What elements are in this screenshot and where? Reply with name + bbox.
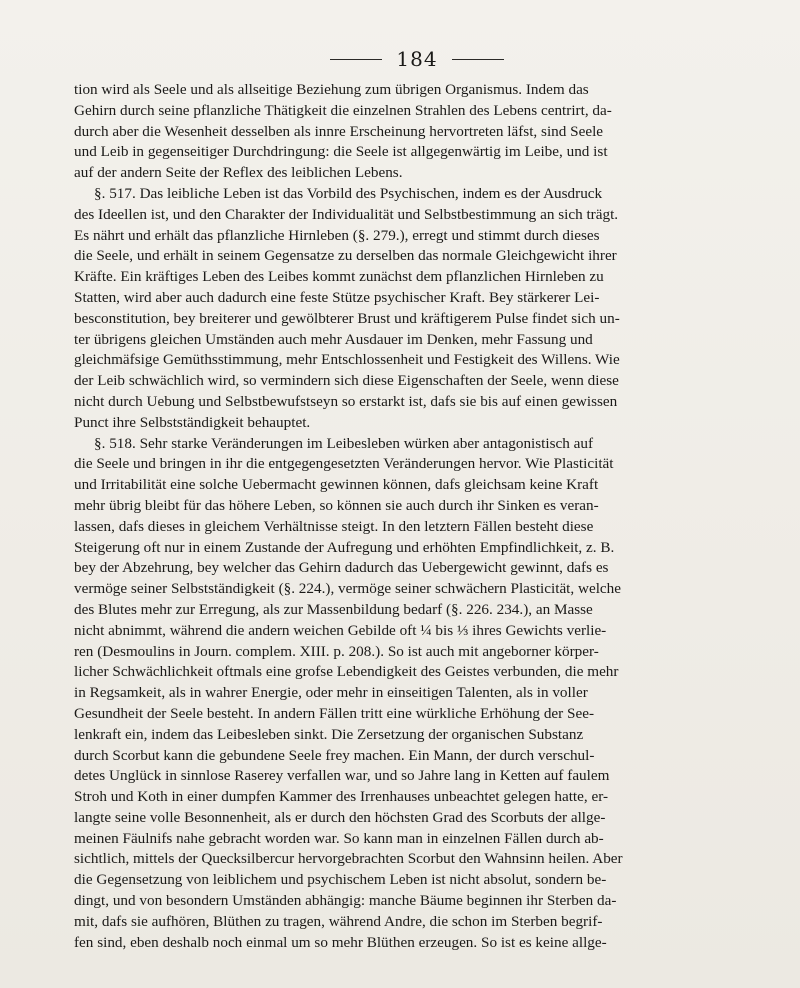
text-line-section-start: §. 517. Das leibliche Leben ist das Vorbild des Psychischen, indem es der Ausdruck [94,184,603,202]
text-line: Gehirn durch seine pflanzliche Thätigkeit die einzelnen Strahlen des Lebens centrirt, da- [74,101,612,119]
header-rule-right [452,59,504,60]
text-line: detes Unglück in sinnlose Raserey verfallen war, und so Jahre lang in Ketten auf faulem [74,767,610,785]
text-line: in Regsamkeit, als in wahrer Energie, oder mehr in einseitigen Talenten, als in voller [74,684,588,702]
text-line-section-start: §. 518. Sehr starke Veränderungen im Leibesleben würken aber antagonistisch auf [94,434,594,452]
text-line: dingt, und von besondern Umständen abhängig: manche Bäume beginnen ihr Sterben da- [74,892,617,910]
text-line: durch aber die Wesenheit desselben als innre Erscheinung hervortreten läfst, sind Seele [74,122,604,140]
text-line: besconstitution, bey breiterer und gewölbterer Brust und kräftigerem Pulse findet sich un- [74,309,620,327]
text-line: gleichmäfsige Gemüthsstimmung, mehr Entschlossenheit und Festigkeit des Willens. Wie [74,351,620,369]
text-line: Steigerung oft nur in einem Zustande der Aufregung und erhöhten Empfindlichkeit, z. B. [74,538,615,556]
text-line: Gesundheit der Seele besteht. In andern Fällen tritt eine würkliche Erhöhung der See- [74,704,595,722]
text-line: meinen Fäulnifs nahe gebracht worden war. So kann man in einzelnen Fällen durch ab- [74,829,604,847]
text-line: mit, dafs sie aufhören, Blüthen zu tragen, während Andre, die schon im Sterben begrif- [74,912,603,930]
text-line: des Blutes mehr zur Erregung, als zur Massenbildung bedarf (§. 226. 234.), an Masse [74,600,593,618]
text-line: lenkraft ein, indem das Leibesleben sinkt. Die Zersetzung der organischen Substanz [74,725,584,743]
text-line: ter übrigens gleichen Umständen auch mehr Ausdauer im Denken, mehr Fassung und [74,330,593,348]
paragraph-continuation [74,80,760,184]
text-line: die Seele, und erhält in seinem Gegensatze zu derselben das normale Gleichgewicht ihrer [74,247,617,265]
text-line: die Gegensetzung von leiblichem und psychischem Leben ist nicht absolut, sondern be- [74,871,607,889]
text-line: die Seele und bringen in ihr die entgegengesetzten Veränderungen hervor. Wie Plasticität [74,455,614,473]
text-line: auf der andern Seite der Reflex des leiblichen Lebens. [74,164,403,182]
text-line: bey der Abzehrung, bey welcher das Gehirn dadurch das Uebergewicht gewinnt, dafs es [74,559,609,577]
text-line: nicht durch Uebung und Selbstbewufstseyn so erstarkt ist, dafs sie bis auf einen gewissen [74,392,618,410]
text-line: langte seine volle Besonnenheit, als er durch den höchsten Grad des Scorbuts der allge- [74,808,606,826]
text-line: der Leib schwächlich wird, so vermindern sich diese Eigenschaften der Seele, wenn diese [74,372,619,390]
page-body [74,80,760,953]
page-header [74,44,760,74]
text-line: tion wird als Seele und als allseitige Beziehung zum übrigen Organismus. Indem das [74,81,589,98]
text-line: Punct ihre Selbstständigkeit behauptet. [74,413,311,431]
paragraph-section-517 [74,184,760,434]
text-line: durch Scorbut kann die gebundene Seele frey machen. Ein Mann, der durch verschul- [74,746,595,764]
text-line: und Leib in gegenseitiger Durchdringung: die Seele ist allgegenwärtig im Leibe, und ist [74,143,608,161]
text-line: mehr übrig bleibt für das höhere Leben, so können sie auch durch ihr Sinken es veran- [74,496,599,514]
text-line: Kräfte. Ein kräftiges Leben des Leibes kommt zunächst dem pflanzlichen Hirnleben zu [74,268,604,286]
text-line: lassen, dafs dieses in gleichem Verhältnisse steigt. In den letztern Fällen besteht diese [74,517,594,535]
text-line: fen sind, eben deshalb noch einmal um so mehr Blüthen erzeugen. So ist es keine allge- [74,933,607,951]
header-rule-left [330,59,382,60]
text-line: und Irritabilität eine solche Uebermacht gewinnen können, dafs gleichsam keine Kraft [74,476,599,494]
paragraph-section-518 [74,434,760,954]
text-line: sichtlich, mittels der Quecksilbercur hervorgebrachten Scorbut den Wahnsinn heilen. Aber [74,850,623,868]
text-line: Es nährt und erhält das pflanzliche Hirnleben (§. 279.), erregt und stimmt durch dieses [74,226,600,244]
text-line: vermöge seiner Selbstständigkeit (§. 224.), vermöge seiner schwächern Plasticität, welche [74,580,622,598]
text-line: des Ideellen ist, und den Charakter der Individualität und Selbstbestimmung an sich trägt. [74,205,619,223]
text-line: ren (Desmoulins in Journ. complem. XIII. p. 208.). So ist auch mit angeborner körper- [74,642,599,660]
text-line: Stroh und Koth in einer dumpfen Kammer des Irrenhauses unbeachtet gelegen hatte, er- [74,788,609,806]
text-line: licher Schwächlichkeit oftmals eine grofse Lebendigkeit des Geistes verbunden, die mehr [74,663,619,681]
page-number: 184 [396,47,438,71]
text-line: nicht abnimmt, während die andern weichen Gebilde oft ¼ bis ⅓ ihres Gewichts verlie- [74,621,607,639]
text-line: Statten, wird aber auch dadurch eine feste Stütze psychischer Kraft. Bey stärkerer Lei- [74,288,600,306]
